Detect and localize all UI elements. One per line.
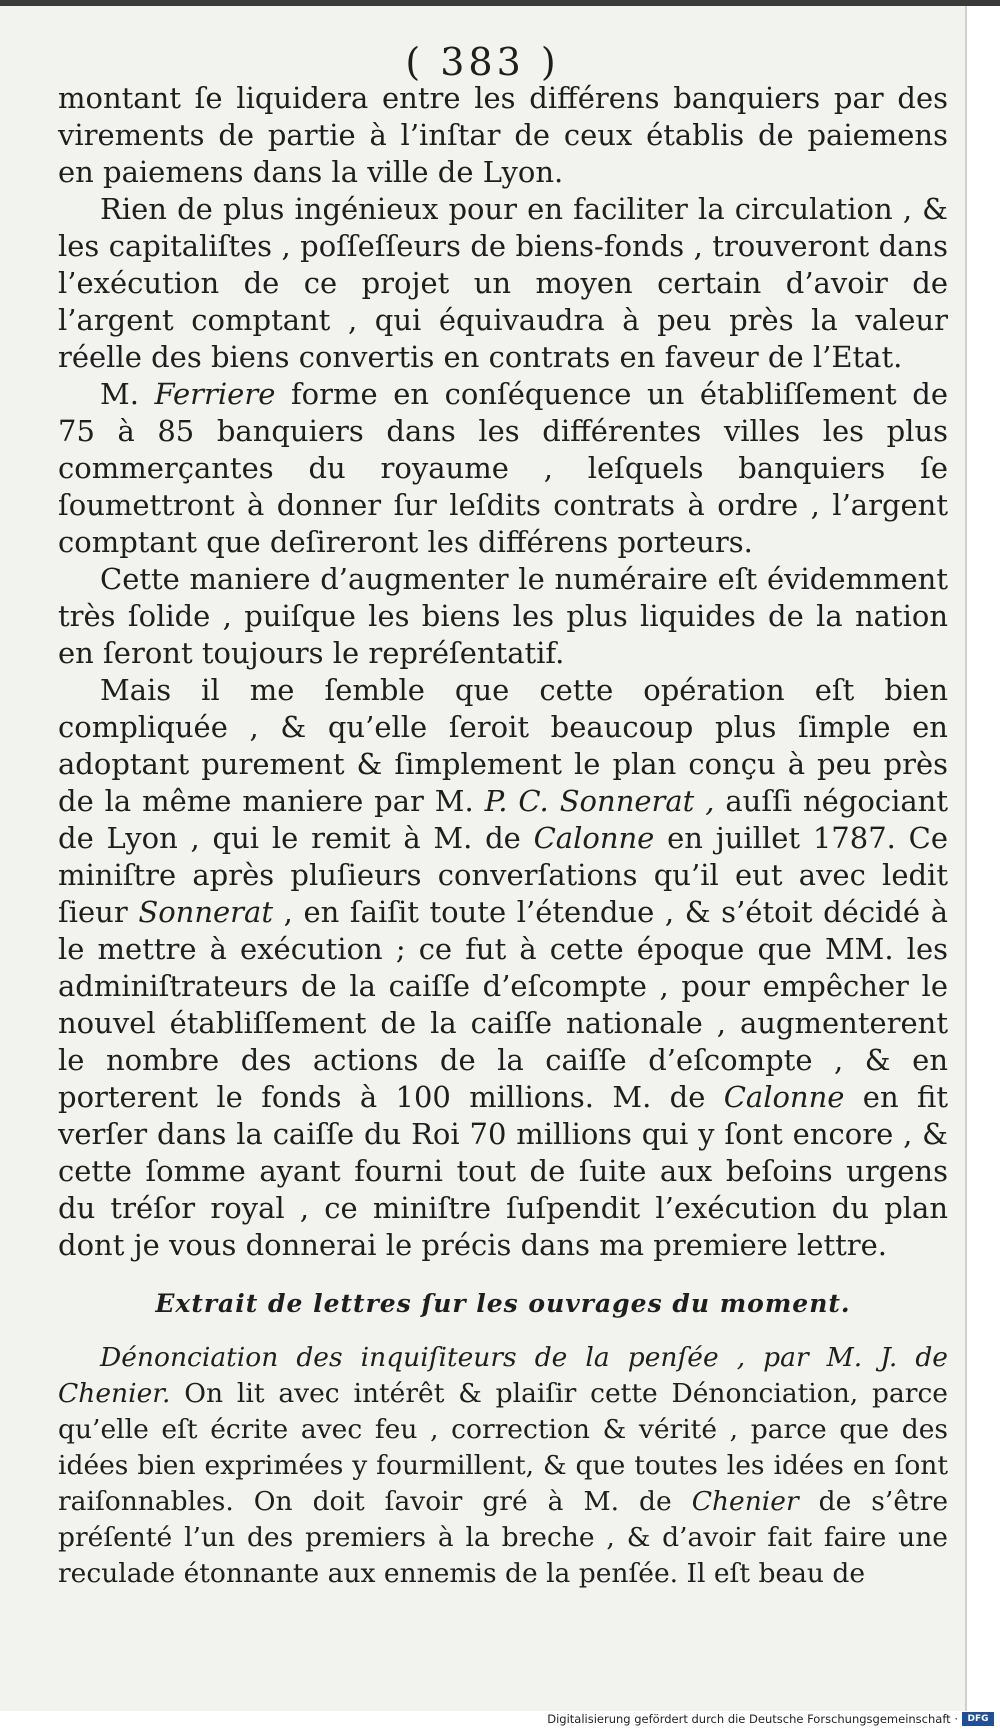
paragraph [58,672,948,1264]
paragraph [58,376,948,561]
book-page [0,6,967,1711]
italic-text: Dénonciation des inquiſiteurs de la penſée , par M. J. de Chenier. [58,1342,948,1409]
italic-text: P. C. Sonnerat , [484,784,715,818]
page-body [58,80,948,1592]
text-run: en juillet 1787. Ce miniſtre après pluſieurs converſations qu’il eut avec ledit ſieur [58,821,948,929]
paragraph [58,561,948,672]
page-number: ( 383 ) [405,40,560,84]
italic-text: Sonnerat [138,895,273,929]
italic-text: Chenier [691,1486,799,1517]
scan-margin [967,6,1000,1711]
digitization-footer [0,1711,1000,1729]
dfg-logo: DFG [962,1712,994,1726]
paragraph [58,191,948,376]
text-run: de s’être préſenté l’un des premiers à la breche , & d’avoir fait faire une reculade étonnante aux ennemis de la penſée. Il eſt beau de [58,1486,948,1589]
paragraph-list [58,80,948,1264]
text-run: M. [100,377,155,411]
text-run: forme en conſéquence un établiſſement de 75 à 85 banquiers dans les différentes villes les plus commerçantes du royaume , leſquels banquiers ſe ſoumettront à donner ſur leſdits contrats à ordre , l’argent comptant que deſireront les différens porteurs. [58,377,948,559]
text-run: Mais il me ſemble que cette opération eſt bien compliquée , & qu’elle ſeroit beaucoup plus ſimple en adoptant purement & ſimplement le plan conçu à peu près de la même maniere par M. [58,673,948,818]
section-heading: Extrait de lettres ſur les ouvrages du moment. [155,1289,851,1318]
text-run: Cette maniere d’augmenter le numéraire eſt évidemment très ſolide , puiſque les biens les plus liquides de la nation en ſeront toujours le repréſentatif. [58,562,948,670]
final-paragraph [58,1340,948,1592]
italic-text: Calonne [723,1080,845,1114]
paragraph [58,80,948,191]
italic-text: Ferriere [154,377,276,411]
text-run: Rien de plus ingénieux pour en faciliter la circulation , & les capitaliſtes , poſſeſſeurs de biens-fonds , trouveront dans l’exécution de ce projet un moyen certain d’avoir de l’argent comptant , qui équivaudra à peu près la valeur réelle des biens convertis en contrats en faveur de l’Etat. [58,192,948,374]
text-run: auſſi négociant de Lyon , qui le remit à M. de [58,784,948,855]
text-run: , en ſaiſit toute l’étendue , & s’étoit décidé à le mettre à exécution ; ce fut à cette époque que MM. les adminiſtrateurs de la caiſſe d’eſcompte , pour empêcher le nouvel établiſſement de la caiſſe nationale , augmenterent le nombre des actions de la caiſſe d’eſcompte , & en porterent le fonds à 100 millions. M. de [58,895,948,1114]
footer-credit: Digitalisierung gefördert durch die Deutsche Forschungsgemeinschaft · [547,1712,958,1726]
text-run: en fit verſer dans la caiſſe du Roi 70 millions qui y ſont encore , & cette ſomme ayant fourni tout de ſuite aux beſoins urgens du tréſor royal , ce miniſtre ſuſpendit l’exécution du plan dont je vous donnerai le précis dans ma premiere lettre. [58,1080,948,1262]
text-run: montant ſe liquidera entre les différens banquiers par des virements de partie à l’inſtar de ceux établis de paiemens en paiemens dans la ville de Lyon. [58,81,948,189]
italic-text: Calonne [533,821,655,855]
text-run: On lit avec intérêt & plaiſir cette Dénonciation, parce qu’elle eſt écrite avec feu , correction & vérité , parce que des idées bien exprimées y fourmillent, & que toutes les idées en ſont raiſonnables. On doit ſavoir gré à M. de [58,1378,948,1517]
